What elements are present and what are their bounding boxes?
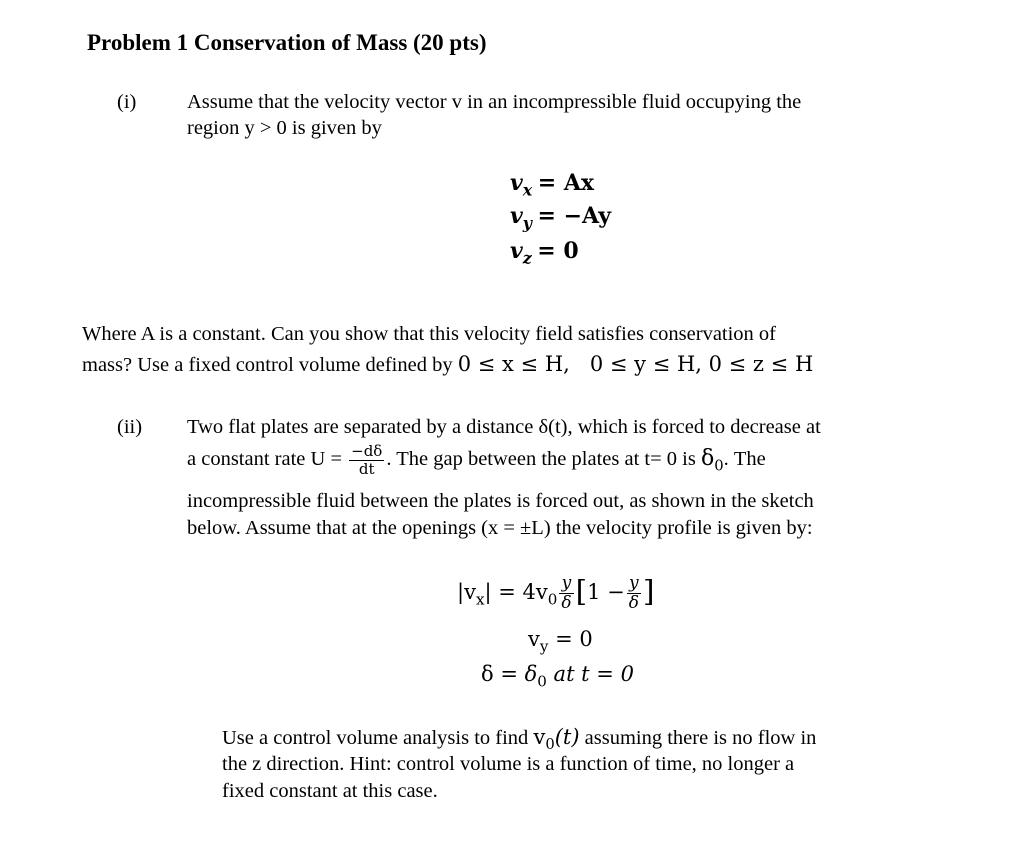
final-line-2: the z direction. Hint: control volume is a function of time, no longer a bbox=[222, 753, 795, 775]
part-ii-line-1: Two flat plates are separated by a distance δ(t), which is forced to decrease at bbox=[187, 416, 821, 438]
where-line-1: Where A is a constant. Can you show that this velocity field satisfies conservation of bbox=[82, 323, 777, 345]
part-ii-line-3: incompressible fluid between the plates is forced out, as shown in the sketch bbox=[187, 490, 814, 512]
part-ii-line-2: a constant rate U = $\frac{-d\delta}{dt}$ . The gap between the plates at t= 0 is $\delta_0$. The bbox=[187, 442, 766, 478]
equation-vx: $v_x = Ax$ bbox=[510, 170, 595, 200]
equation-vy: $v_y = -Ay$ bbox=[510, 203, 611, 233]
where-line-2: mass? Use a fixed control volume defined by 0 ≤ x ≤ H, 0 ≤ y ≤ H, 0 ≤ z ≤ H bbox=[82, 352, 814, 376]
part-i-line-1: Assume that the velocity vector v in an incompressible fluid occupying the bbox=[187, 91, 802, 113]
equation-vx-profile: $|v_x| = 4v_0$ $\frac{y}{\delta}$ [1 − $\frac{y}{\delta}$ ] bbox=[457, 573, 655, 613]
final-line-3: fixed constant at this case. bbox=[222, 780, 438, 802]
equation-vy-zero: $v_y = 0$ bbox=[528, 627, 593, 656]
rate-fraction: $\frac{-d\delta}{dt}$ bbox=[351, 442, 383, 478]
equation-vz: $v_z = 0$ bbox=[510, 238, 579, 268]
part-i-marker: (i) bbox=[117, 91, 137, 113]
part-ii-line-4: below. Assume that at the openings (x = ±L) the velocity profile is given by: bbox=[187, 517, 813, 539]
part-i-line-2: region y > 0 is given by bbox=[187, 117, 382, 139]
part-ii-marker: (ii) bbox=[117, 416, 143, 438]
problem-title: Problem 1 Conservation of Mass (20 pts) bbox=[87, 30, 487, 55]
equation-delta-initial: $\delta = \delta_0$ at t = 0 bbox=[481, 662, 634, 691]
final-line-1: Use a control volume analysis to find $v_0(t)$ assuming there is no flow in bbox=[222, 725, 817, 754]
